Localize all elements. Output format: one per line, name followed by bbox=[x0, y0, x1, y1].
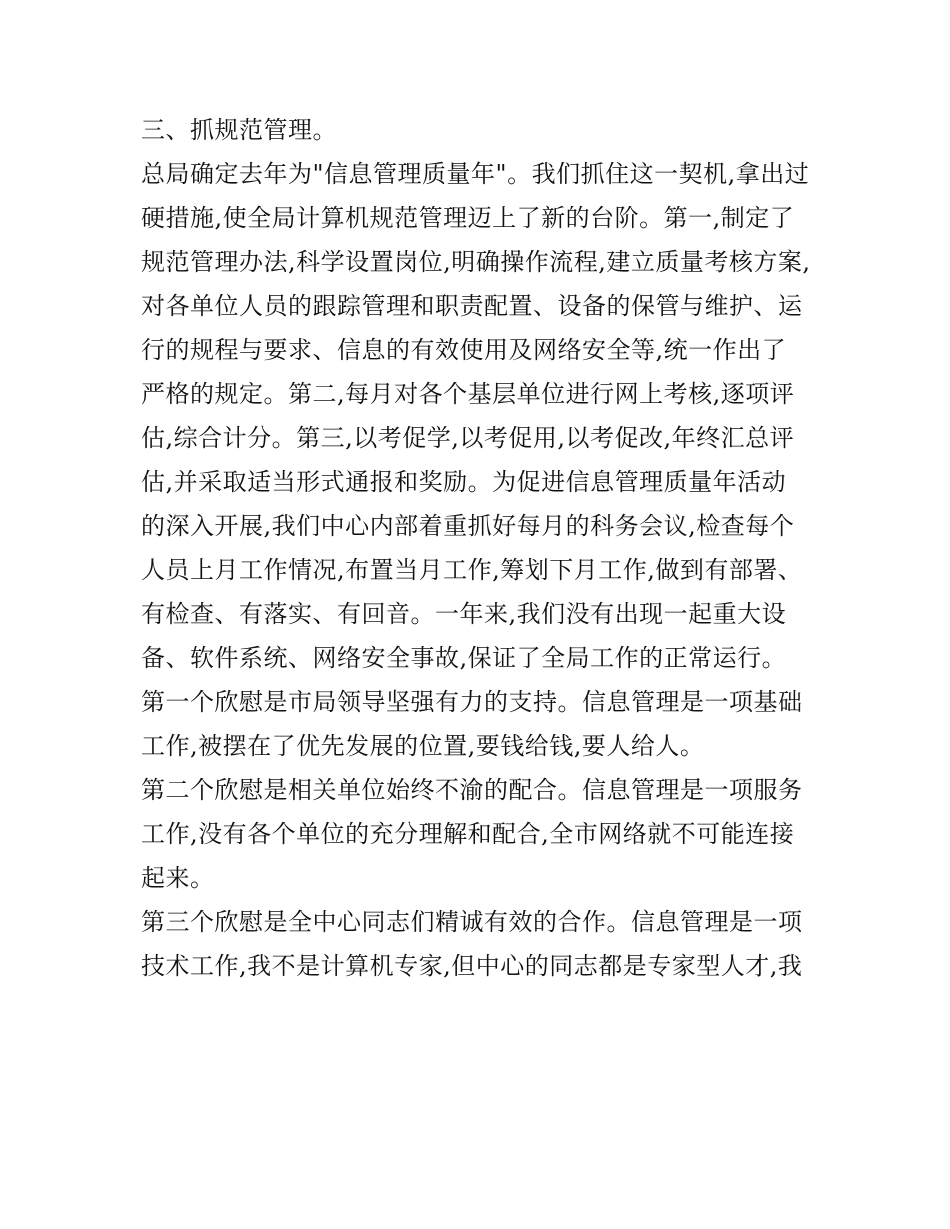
text-line: 技术工作,我不是计算机专家,但中心的同志都是专家型人才,我 bbox=[141, 952, 803, 980]
text-line: 有检查、有落实、有回音。一年来,我们没有出现一起重大设 bbox=[141, 600, 787, 628]
text-line: 第二个欣慰是相关单位始终不渝的配合。信息管理是一项服务 bbox=[141, 776, 803, 804]
text-line: 估,综合计分。第三,以考促学,以考促用,以考促改,年终汇总评 bbox=[141, 424, 795, 452]
text-line: 第一个欣慰是市局领导坚强有力的支持。信息管理是一项基础 bbox=[141, 688, 803, 716]
text-line: 规范管理办法,科学设置岗位,明确操作流程,建立质量考核方案, bbox=[141, 248, 811, 276]
text-line: 硬措施,使全局计算机规范管理迈上了新的台阶。第一,制定了 bbox=[141, 204, 795, 232]
section-heading: 三、抓规范管理。 bbox=[141, 116, 337, 144]
text-line: 总局确定去年为"信息管理质量年"。我们抓住这一契机,拿出过 bbox=[141, 160, 810, 188]
text-line: 备、软件系统、网络安全事故,保证了全局工作的正常运行。 bbox=[141, 644, 787, 672]
text-line: 严格的规定。第二,每月对各个基层单位进行网上考核,逐项评 bbox=[141, 380, 795, 408]
text-line: 的深入开展,我们中心内部着重抓好每月的科务会议,检查每个 bbox=[141, 512, 795, 540]
text-line: 第三个欣慰是全中心同志们精诚有效的合作。信息管理是一项 bbox=[141, 908, 803, 936]
text-line: 估,并采取适当形式通报和奖励。为促进信息管理质量年活动 bbox=[141, 468, 787, 496]
text-line: 工作,没有各个单位的充分理解和配合,全市网络就不可能连接 bbox=[141, 820, 795, 848]
text-line: 工作,被摆在了优先发展的位置,要钱给钱,要人给人。 bbox=[141, 732, 705, 760]
document-body bbox=[141, 108, 821, 988]
text-line: 行的规程与要求、信息的有效使用及网络安全等,统一作出了 bbox=[141, 336, 787, 364]
text-line: 对各单位人员的跟踪管理和职责配置、设备的保管与维护、运 bbox=[141, 292, 803, 320]
text-line: 人员上月工作情况,布置当月工作,筹划下月工作,做到有部署、 bbox=[141, 556, 803, 584]
text-line: 起来。 bbox=[141, 864, 215, 892]
